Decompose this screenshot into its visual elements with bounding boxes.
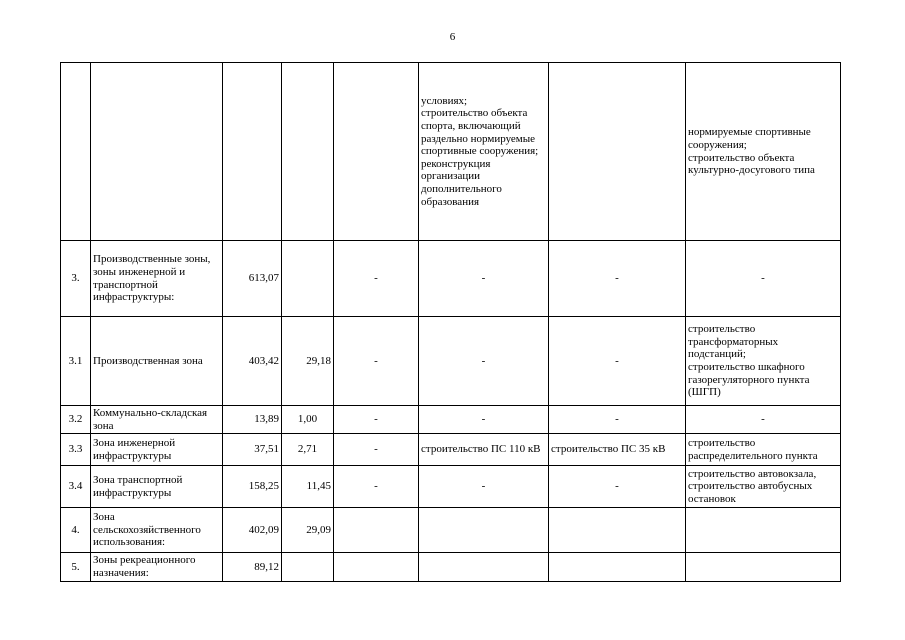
col5-cell: -	[334, 466, 419, 508]
col6-cell: -	[419, 241, 549, 317]
col7-cell	[549, 553, 686, 582]
col5-cell: -	[334, 406, 419, 434]
zone-area: 37,51	[223, 434, 282, 466]
col5-cell: -	[334, 241, 419, 317]
zone-percent	[282, 63, 334, 241]
col8-cell: -	[686, 241, 841, 317]
zone-name	[91, 63, 223, 241]
col7-cell: -	[549, 241, 686, 317]
zone-area	[223, 63, 282, 241]
zone-area: 89,12	[223, 553, 282, 582]
zone-area: 613,07	[223, 241, 282, 317]
zone-name: Производственные зоны, зоны инженерной и транспортной инфраструктуры:	[91, 241, 223, 317]
col8-cell: строительство трансформаторных подстанций; строительство шкафного газорегуляторного пункта (ШГП)	[686, 317, 841, 406]
row-number: 3.	[61, 241, 91, 317]
table-row	[61, 406, 841, 434]
col8-cell: нормируемые спортивные сооружения; строительство объекта культурно-досугового типа	[686, 63, 841, 241]
zone-area: 402,09	[223, 508, 282, 553]
row-number: 3.2	[61, 406, 91, 434]
zone-area: 403,42	[223, 317, 282, 406]
col7-cell	[549, 508, 686, 553]
col8-cell	[686, 553, 841, 582]
zone-name: Зоны рекреационного назначения:	[91, 553, 223, 582]
col8-cell: строительство автовокзала, строительство автобусных остановок	[686, 466, 841, 508]
table-row	[61, 241, 841, 317]
zone-percent	[282, 553, 334, 582]
col6-cell: -	[419, 466, 549, 508]
col7-cell	[549, 63, 686, 241]
col7-cell: строительство ПС 35 кВ	[549, 434, 686, 466]
table-row	[61, 63, 841, 241]
col5-cell: -	[334, 434, 419, 466]
table-row	[61, 434, 841, 466]
col6-cell: строительство ПС 110 кВ	[419, 434, 549, 466]
col6-cell: условиях; строительство объекта спорта, включающий раздельно нормируемые спортивные сооружения; реконструкция организации дополнительного образования	[419, 63, 549, 241]
row-number: 3.3	[61, 434, 91, 466]
col5-cell	[334, 63, 419, 241]
zone-percent: 2,71	[282, 434, 334, 466]
col8-cell: -	[686, 406, 841, 434]
zone-percent: 29,18	[282, 317, 334, 406]
col5-cell	[334, 508, 419, 553]
col7-cell: -	[549, 466, 686, 508]
zone-percent	[282, 241, 334, 317]
col7-cell: -	[549, 317, 686, 406]
col8-cell	[686, 508, 841, 553]
col8-cell: строительство распределительного пункта	[686, 434, 841, 466]
zone-area: 13,89	[223, 406, 282, 434]
col5-cell: -	[334, 317, 419, 406]
col5-cell	[334, 553, 419, 582]
table-row	[61, 466, 841, 508]
col6-cell	[419, 553, 549, 582]
row-number: 4.	[61, 508, 91, 553]
col7-cell: -	[549, 406, 686, 434]
zone-name: Зона инженерной инфраструктуры	[91, 434, 223, 466]
table-row	[61, 553, 841, 582]
zone-percent: 11,45	[282, 466, 334, 508]
zone-percent: 1,00	[282, 406, 334, 434]
zone-name: Зона транспортной инфраструктуры	[91, 466, 223, 508]
row-number: 3.4	[61, 466, 91, 508]
table-row	[61, 508, 841, 553]
row-number	[61, 63, 91, 241]
zone-percent: 29,09	[282, 508, 334, 553]
col6-cell: -	[419, 406, 549, 434]
page-number: 6	[449, 31, 456, 43]
zone-name: Коммунально-складская зона	[91, 406, 223, 434]
zones-table	[60, 62, 841, 582]
col6-cell: -	[419, 317, 549, 406]
zone-name: Зона сельскохозяйственного использования:	[91, 508, 223, 553]
zone-name: Производственная зона	[91, 317, 223, 406]
table-row	[61, 317, 841, 406]
row-number: 3.1	[61, 317, 91, 406]
col6-cell	[419, 508, 549, 553]
zone-area: 158,25	[223, 466, 282, 508]
row-number: 5.	[61, 553, 91, 582]
